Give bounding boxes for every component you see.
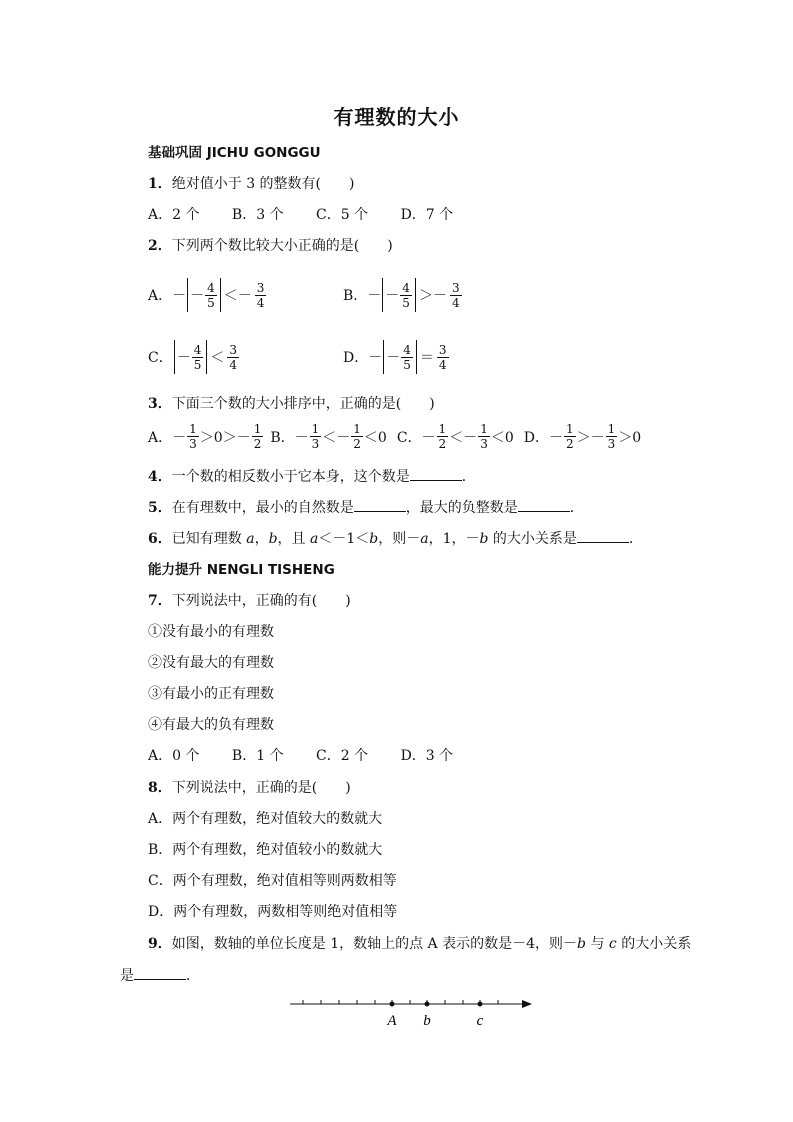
label-a: A: [387, 1013, 397, 1029]
fraction: $\frac{3}{4}$: [229, 342, 237, 372]
page-title: 有理数的大小: [333, 105, 460, 129]
question-2-option-a: A． － － $\frac{4}{5}$ ＜－ $\frac{3}{4}$: [148, 278, 267, 312]
question-8-option-b: B．两个有理数，绝对值较小的数就大: [148, 842, 383, 858]
question-8-option-d: D．两个有理数，两数相等则绝对值相等: [148, 904, 398, 920]
question-3-option-c: C． － $\frac{1}{2}$ ＜－ $\frac{1}{3}$ ＜0: [396, 422, 514, 451]
question-8: 8．下列说法中，正确的是( ): [148, 780, 351, 796]
question-7: 7．下列说法中，正确的有( ): [148, 593, 351, 609]
answer-blank[interactable]: [354, 497, 406, 512]
answer-blank[interactable]: [134, 965, 186, 980]
option-b: B．1 个: [231, 748, 284, 764]
question-1: 1．绝对值小于 3 的整数有( ): [148, 176, 355, 192]
option-b: B．3 个: [231, 207, 284, 223]
question-2: 2．下列两个数比较大小正确的是( ): [148, 238, 393, 254]
option-a: A．0 个: [148, 748, 200, 764]
axis-ticks: [303, 1000, 498, 1004]
statement-3: ③有最小的正有理数: [148, 686, 274, 702]
label-b: b: [423, 1013, 431, 1029]
statement-4: ④有最大的负有理数: [148, 717, 274, 733]
fraction: $\frac{1}{2}$: [565, 422, 574, 451]
option-d: D．3 个: [400, 748, 454, 764]
question-3-option-a: A． － $\frac{1}{3}$ ＞0＞－ $\frac{1}{2}$: [148, 422, 262, 451]
fraction: $\frac{1}{2}$: [253, 422, 262, 451]
fraction: $\frac{1}{2}$: [353, 422, 361, 451]
question-1-options: [148, 205, 481, 225]
fraction: $\frac{1}{3}$: [480, 422, 488, 451]
option-a: A．2 个: [148, 207, 200, 223]
question-3-option-d: D． － $\frac{1}{2}$ ＞－ $\frac{1}{3}$ ＞0: [523, 422, 642, 451]
question-2-option-b: B． － － $\frac{4}{5}$ ＞－ $\frac{3}{4}$: [343, 278, 463, 312]
option-d: D．7 个: [400, 207, 454, 223]
section-basic: 基础巩固 JICHU GONGGU: [148, 145, 321, 161]
question-9: 9．如图，数轴的单位长度是 1，数轴上的点 A 表示的数是－4，则－b 与 c 的大小关系: [148, 936, 692, 952]
fraction: $\frac{3}{4}$: [438, 342, 447, 372]
question-4: 4．一个数的相反数小于它本身，这个数是 ．: [148, 466, 476, 487]
fraction: $\frac{1}{3}$: [189, 422, 197, 451]
fraction: $\frac{3}{4}$: [256, 280, 265, 310]
question-3: 3．下面三个数的大小排序中，正确的是( ): [148, 396, 435, 412]
option-c: C．5 个: [316, 207, 369, 223]
absolute-value: － $\frac{4}{5}$: [174, 340, 208, 374]
question-3-options: [148, 422, 641, 451]
point-a: [390, 1002, 395, 1007]
fraction: $\frac{1}{2}$: [438, 422, 447, 451]
statement-2: ②没有最大的有理数: [148, 655, 274, 671]
question-9-continued: 是 ．: [120, 965, 200, 986]
fraction: $\frac{1}{3}$: [607, 422, 616, 451]
absolute-value: － $\frac{4}{5}$: [187, 278, 221, 312]
fraction: $\frac{1}{3}$: [311, 422, 320, 451]
answer-blank[interactable]: [577, 528, 629, 543]
fraction: $\frac{3}{4}$: [451, 280, 460, 310]
absolute-value: － $\frac{4}{5}$: [382, 278, 416, 312]
statement-1: ①没有最小的有理数: [148, 624, 274, 640]
question-2-option-d: D． － － $\frac{4}{5}$ ＝ $\frac{3}{4}$: [343, 340, 450, 374]
answer-blank[interactable]: [410, 466, 462, 481]
fraction: $\frac{4}{5}$: [193, 342, 202, 372]
fraction: $\frac{4}{5}$: [402, 280, 410, 310]
axis-arrow: [522, 1000, 532, 1008]
answer-blank[interactable]: [518, 497, 570, 512]
absolute-value: － $\frac{4}{5}$: [383, 340, 417, 374]
question-7-options: [148, 746, 481, 766]
option-c: C．2 个: [316, 748, 369, 764]
section-advanced: 能力提升 NENGLI TISHENG: [148, 562, 335, 578]
fraction: $\frac{4}{5}$: [403, 342, 411, 372]
question-8-option-c: C．两个有理数，绝对值相等则两数相等: [148, 873, 397, 889]
question-2-option-c: C． － $\frac{4}{5}$ ＜ $\frac{3}{4}$: [148, 340, 240, 374]
question-3-option-b: B． － $\frac{1}{3}$ ＜－ $\frac{1}{2}$ ＜0: [270, 422, 387, 451]
point-c: [478, 1002, 483, 1007]
question-6: 6．已知有理数 a，b，且 a＜－1＜b，则－a，1，－b 的大小关系是 ．: [148, 528, 643, 549]
question-8-option-a: A．两个有理数，绝对值较大的数就大: [148, 811, 383, 827]
question-5: 5．在有理数中，最小的自然数是 ，最大的负整数是 ．: [148, 497, 584, 518]
label-c: c: [476, 1013, 484, 1029]
number-line-figure: [286, 990, 546, 1034]
fraction: $\frac{4}{5}$: [207, 280, 215, 310]
point-b: [425, 1002, 430, 1007]
